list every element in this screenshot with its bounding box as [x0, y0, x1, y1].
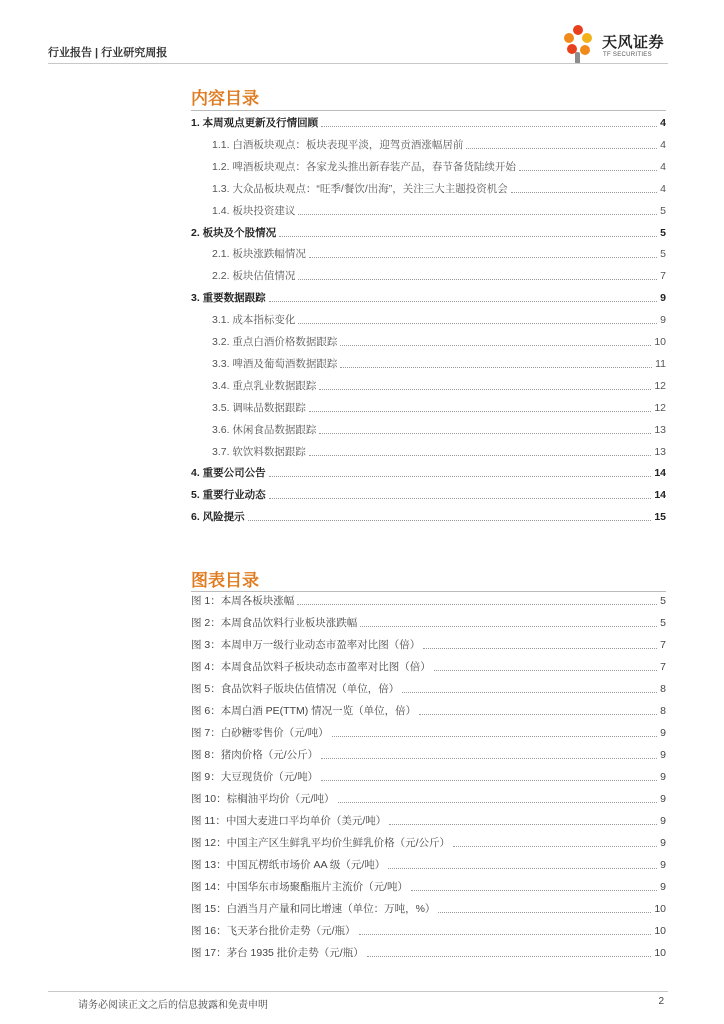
- toc-entry-label: 1.3. 大众品板块观点：“旺季/餐饮/出海”，关注三大主题投资机会: [212, 182, 508, 195]
- toc-entry-page: 4: [660, 117, 666, 129]
- toc-entry-label: 1.1. 白酒板块观点：板块表现平淡，迎驾贡酒涨幅居前: [212, 138, 464, 151]
- toc-entry-page: 14: [654, 467, 666, 480]
- figure-entry-label: 图 3：本周申万一级行业动态市盈率对比图（倍）: [191, 639, 421, 651]
- page-header: [48, 22, 668, 66]
- dot-leader: [298, 323, 657, 324]
- figure-entry-label: 图 14：中国华东市场聚酯瓶片主流价（元/吨）: [191, 881, 409, 893]
- contents-title-rule: [191, 110, 666, 111]
- figure-entry[interactable]: [191, 922, 666, 938]
- figure-entry[interactable]: [191, 834, 666, 850]
- toc-entry[interactable]: [191, 464, 666, 480]
- footer-divider: [48, 991, 668, 992]
- dot-leader: [309, 257, 657, 258]
- figure-entry-page: 9: [660, 837, 666, 849]
- dot-leader: [309, 455, 651, 456]
- toc-entry[interactable]: [191, 486, 666, 502]
- figure-entry[interactable]: [191, 614, 666, 630]
- figure-entry[interactable]: [191, 812, 666, 828]
- toc-entry[interactable]: [191, 158, 666, 174]
- dot-leader: [309, 411, 651, 412]
- toc-entry-label: 3.7. 软饮料数据跟踪: [212, 445, 306, 458]
- dot-leader: [269, 498, 652, 499]
- figure-entry[interactable]: [191, 592, 666, 608]
- dot-leader: [340, 367, 652, 368]
- dot-leader: [453, 846, 657, 847]
- toc-entry-label: 3.2. 重点白酒价格数据跟踪: [212, 336, 338, 348]
- dot-leader: [340, 345, 651, 346]
- figure-entry-page: 9: [660, 793, 666, 805]
- toc-entry-page: 15: [654, 511, 666, 524]
- figure-entry-page: 8: [660, 705, 666, 717]
- dot-leader: [319, 433, 651, 434]
- toc-entry-page: 4: [660, 182, 666, 195]
- toc-entry-label: 2.1. 板块涨跌幅情况: [212, 248, 306, 261]
- figure-entry-page: 9: [660, 859, 666, 871]
- figure-entry-label: 图 2：本周食品饮料行业板块涨跌幅: [191, 617, 358, 629]
- figure-entry-label: 图 10：棕榈油平均价（元/吨）: [191, 793, 335, 805]
- toc-entry[interactable]: [191, 245, 666, 261]
- figure-entry-page: 5: [660, 595, 666, 607]
- dot-leader: [367, 956, 652, 957]
- figure-entry-page: 10: [654, 947, 666, 959]
- toc-entry-label: 3.5. 调味品数据跟踪: [212, 401, 306, 414]
- toc-entry-label: 3.4. 重点乳业数据跟踪: [212, 379, 317, 392]
- toc-entry[interactable]: [191, 267, 666, 283]
- dot-leader: [423, 648, 657, 649]
- dot-leader: [319, 389, 651, 390]
- figure-entry-label: 图 13：中国瓦楞纸市场价 AA 级（元/吨）: [191, 859, 386, 871]
- toc-entry-page: 12: [654, 379, 666, 392]
- dot-leader: [438, 912, 651, 913]
- dot-leader: [269, 476, 652, 477]
- figure-entry-label: 图 15：白酒当月产量和同比增速（单位：万吨，%）: [191, 903, 436, 915]
- figure-entry[interactable]: [191, 768, 666, 784]
- dot-leader: [402, 692, 657, 693]
- dot-leader: [360, 626, 657, 627]
- toc-entry-page: 12: [654, 401, 666, 414]
- toc-entry-label: 3. 重要数据跟踪: [191, 292, 266, 305]
- contents-title: 内容目录: [191, 89, 259, 108]
- figure-entry[interactable]: [191, 790, 666, 806]
- toc-entry-page: 5: [660, 226, 666, 239]
- dot-leader: [511, 192, 657, 193]
- dot-leader: [359, 934, 652, 935]
- figure-entry-page: 7: [660, 661, 666, 673]
- toc-entry-page: 9: [660, 292, 666, 305]
- toc-entry-page: 7: [660, 270, 666, 283]
- dot-leader: [466, 148, 657, 149]
- report-category: 行业报告 | 行业研究周报: [48, 47, 168, 59]
- dot-leader: [338, 802, 658, 803]
- figure-entry-page: 9: [660, 749, 666, 761]
- figure-entry[interactable]: [191, 724, 666, 740]
- figure-entry-label: 图 6：本周白酒 PE(TTM) 情况一览（单位，倍）: [191, 705, 417, 717]
- figures-title: 图表目录: [191, 571, 259, 590]
- figure-entry-label: 图 12：中国主产区生鲜乳平均价生鲜乳价格（元/公斤）: [191, 837, 451, 849]
- figure-entry-label: 图 16：飞天茅台批价走势（元/瓶）: [191, 925, 356, 937]
- logo-mark-icon: [558, 22, 598, 66]
- toc-entry[interactable]: [191, 114, 666, 130]
- figure-entry-page: 8: [660, 683, 666, 695]
- figure-entry-page: 5: [660, 617, 666, 629]
- figure-entry[interactable]: [191, 878, 666, 894]
- toc-entry-label: 1.4. 板块投资建议: [212, 204, 296, 217]
- toc-entry[interactable]: [191, 421, 666, 437]
- figure-entry-label: 图 5：食品饮料子版块估值情况（单位，倍）: [191, 683, 400, 695]
- toc-entry[interactable]: [191, 289, 666, 305]
- figure-entry[interactable]: [191, 680, 666, 696]
- dot-leader: [298, 279, 657, 280]
- figure-entry-page: 9: [660, 771, 666, 783]
- figure-entry[interactable]: [191, 636, 666, 652]
- figure-entry[interactable]: [191, 856, 666, 872]
- dot-leader: [434, 670, 657, 671]
- toc-entry-label: 3.3. 啤酒及葡萄酒数据跟踪: [212, 357, 338, 370]
- logo-english-name: TF SECURITIES: [603, 52, 652, 58]
- toc-entry[interactable]: [191, 377, 666, 393]
- dot-leader: [321, 126, 657, 127]
- toc-entry-label: 4. 重要公司公告: [191, 467, 266, 480]
- toc-entry[interactable]: [191, 311, 666, 327]
- toc-entry-label: 1. 本周观点更新及行情回顾: [191, 117, 319, 129]
- toc-entry[interactable]: [191, 508, 666, 524]
- figure-entry-page: 9: [660, 881, 666, 893]
- toc-entry-label: 3.1. 成本指标变化: [212, 314, 296, 327]
- figure-entry[interactable]: [191, 746, 666, 762]
- dot-leader: [298, 214, 657, 215]
- dot-leader: [411, 890, 657, 891]
- figure-entry-page: 10: [654, 925, 666, 937]
- toc-entry-label: 2. 板块及个股情况: [191, 226, 277, 239]
- toc-entry-page: 13: [654, 445, 666, 458]
- toc-entry[interactable]: [191, 443, 666, 459]
- toc-entry[interactable]: [191, 136, 666, 152]
- dot-leader: [269, 301, 657, 302]
- toc-entry-label: 2.2. 板块估值情况: [212, 270, 296, 283]
- figure-entry[interactable]: [191, 900, 666, 916]
- toc-entry-page: 14: [654, 489, 666, 502]
- header-divider: [48, 63, 668, 64]
- dot-leader: [389, 824, 657, 825]
- toc-entry-label: 6. 风险提示: [191, 511, 245, 524]
- toc-entry-page: 5: [660, 248, 666, 261]
- figure-entry-label: 图 17：茅台 1935 批价走势（元/瓶）: [191, 947, 364, 959]
- figure-entry-label: 图 7：白砂糖零售价（元/吨）: [191, 727, 329, 739]
- figure-entry-page: 9: [660, 815, 666, 827]
- dot-leader: [519, 170, 657, 171]
- toc-entry-page: 10: [654, 336, 666, 348]
- figure-entry-label: 图 11：中国大麦进口平均单价（美元/吨）: [191, 815, 387, 827]
- toc-entry[interactable]: [191, 224, 666, 240]
- toc-entry[interactable]: [191, 399, 666, 415]
- toc-entry[interactable]: [191, 333, 666, 349]
- figure-entry-page: 10: [654, 903, 666, 915]
- toc-entry-page: 11: [655, 357, 666, 370]
- toc-entry[interactable]: [191, 180, 666, 196]
- figure-entry-label: 图 8：猪肉价格（元/公斤）: [191, 749, 319, 761]
- figure-entry-label: 图 1：本周各板块涨幅: [191, 595, 295, 607]
- toc-entry-label: 3.6. 休闲食品数据跟踪: [212, 423, 317, 436]
- figure-entry[interactable]: [191, 702, 666, 718]
- toc-entry-page: 9: [660, 314, 666, 327]
- figure-entry-page: 9: [660, 727, 666, 739]
- figure-entry-label: 图 4：本周食品饮料子板块动态市盈率对比图（倍）: [191, 661, 431, 673]
- dot-leader: [419, 714, 657, 715]
- figure-entry[interactable]: [191, 658, 666, 674]
- toc-entry-page: 4: [660, 138, 666, 151]
- dot-leader: [248, 520, 652, 521]
- footer-disclaimer: 请务必阅读正文之后的信息披露和免责申明: [78, 1000, 268, 1011]
- toc-entry-page: 5: [660, 204, 666, 217]
- toc-entry-page: 4: [660, 160, 666, 173]
- dot-leader: [321, 758, 657, 759]
- dot-leader: [297, 604, 657, 605]
- page-number: 2: [658, 996, 664, 1007]
- dot-leader: [388, 868, 657, 869]
- figure-entry-label: 图 9：大豆现货价（元/吨）: [191, 771, 319, 783]
- toc-entry-page: 13: [654, 423, 666, 436]
- dot-leader: [321, 780, 657, 781]
- figure-entry-page: 7: [660, 639, 666, 651]
- dot-leader: [332, 736, 657, 737]
- figure-entry[interactable]: [191, 944, 666, 960]
- toc-entry[interactable]: [191, 202, 666, 218]
- toc-entry-label: 5. 重要行业动态: [191, 489, 266, 502]
- logo-chinese-name: 天风证券: [602, 34, 665, 51]
- dot-leader: [279, 236, 657, 237]
- company-logo: [558, 22, 668, 66]
- toc-entry-label: 1.2. 啤酒板块观点：各家龙头推出新春装产品，春节备货陆续开始: [212, 160, 516, 173]
- toc-entry[interactable]: [191, 355, 666, 371]
